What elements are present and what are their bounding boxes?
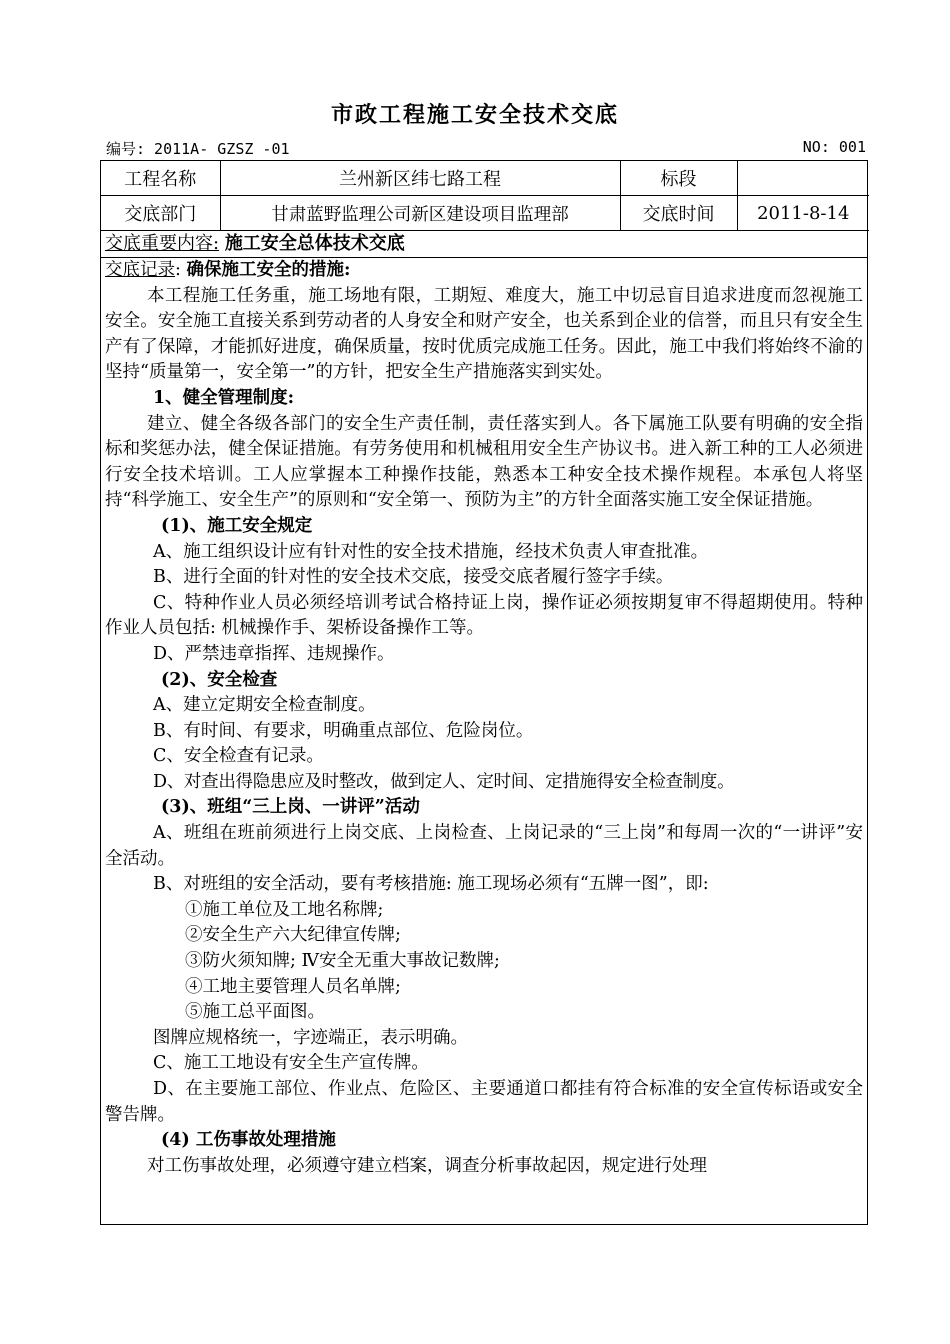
briefing-form bbox=[100, 160, 868, 1225]
list-item: A、建立定期安全检查制度。 bbox=[153, 695, 376, 716]
header-row-department bbox=[101, 196, 869, 231]
enum-item: ②安全生产六大纪律宣传牌; bbox=[185, 925, 401, 946]
section-label: 标段 bbox=[620, 161, 737, 196]
header-row-project bbox=[101, 161, 869, 196]
record-colon: : bbox=[175, 260, 181, 280]
project-name-value: 兰州新区纬七路工程 bbox=[220, 161, 620, 196]
briefing-date-label: 交底时间 bbox=[620, 196, 737, 231]
key-content-row bbox=[101, 231, 867, 258]
sign-note: 图牌应规格统一，字迹端正，表示明确。 bbox=[153, 1027, 468, 1048]
key-content-label: 交底重要内容: bbox=[105, 233, 220, 254]
subsection-4-heading: (4) 工伤事故处理措施 bbox=[161, 1130, 336, 1151]
department-value: 甘肃蓝野监理公司新区建设项目监理部 bbox=[220, 196, 620, 231]
list-item: D、对查出得隐患应及时整改，做到定人、定时间、定措施得安全检查制度。 bbox=[153, 771, 735, 792]
list-item: D、在主要施工部位、作业点、危险区、主要通道口都挂有符合标准的安全宣传标语或安全警告牌。 bbox=[105, 1079, 863, 1125]
record-label: 交底记录 bbox=[105, 260, 175, 280]
enum-item: ⑤施工总平面图。 bbox=[185, 1002, 325, 1023]
subsection-2-heading: (2)、安全检查 bbox=[161, 669, 278, 690]
subsection-3-heading: (3)、班组“三上岗、一讲评”活动 bbox=[161, 797, 420, 818]
list-item: A、班组在班前须进行上岗交底、上岗检查、上岗记录的“三上岗”和每周一次的“一讲评”安全活动。 bbox=[105, 823, 863, 869]
intro-paragraph: 本工程施工任务重，施工场地有限，工期短、难度大，施工中切忌盲目追求进度而忽视施工安全。安全施工直接关系到劳动者的人身安全和财产安全，也关系到企业的信誉，而且只有安全生产有了保障，才能抓好进度，确保质量，按时优质完成施工任务。因此，施工中我们将始终不渝的坚持“质量第一，安全第一”的方针，把安全生产措施落实到实处。 bbox=[105, 285, 863, 383]
list-item: C、施工工地设有安全生产宣传牌。 bbox=[153, 1053, 429, 1074]
document-title: 市政工程施工安全技术交底 bbox=[330, 102, 619, 128]
list-item: B、有时间、有要求，明确重点部位、危险岗位。 bbox=[153, 720, 534, 741]
section-1-text: 建立、健全各级各部门的安全生产责任制，责任落实到人。各下属施工队要有明确的安全指标和奖惩办法，健全保证措施。有劳务使用和机械租用安全生产协议书。进入新工种的工人必须进行安全技术培训。工人应掌握本工种操作技能，熟悉本工种安全技术操作规程。本承包人将坚持“科学施工、安全生产”的原则和“安全第一、预防为主”的方针全面落实施工安全保证措施。 bbox=[105, 413, 863, 511]
list-item: B、进行全面的针对性的安全技术交底，接受交底者履行签字手续。 bbox=[153, 567, 674, 588]
header-table bbox=[101, 161, 869, 231]
document-number: NO: 001 bbox=[802, 138, 866, 156]
subsection-1-heading: (1)、施工安全规定 bbox=[161, 515, 313, 536]
list-item: C、特种作业人员必须经培训考试合格持证上岗，操作证必须按期复审不得超期使用。特种作业人员包括: 机械操作手、架桥设备操作工等。 bbox=[105, 592, 863, 639]
briefing-date-value: 2011-8-14 bbox=[737, 196, 869, 231]
list-item: D、严禁违章指挥、违规操作。 bbox=[153, 643, 395, 664]
enum-item: ③防火须知牌; Ⅳ安全无重大事故记数牌; bbox=[185, 951, 500, 972]
department-label: 交底部门 bbox=[101, 196, 220, 231]
subsection-4-text: 对工伤事故处理，必须遵守建立档案，调查分析事故起因，规定进行处理 bbox=[147, 1155, 707, 1176]
list-item: B、对班组的安全活动，要有考核措施: 施工现场必须有“五牌一图”，即: bbox=[153, 874, 709, 895]
list-item: A、施工组织设计应有针对性的安全技术措施，经技术负责人审查批准。 bbox=[153, 541, 709, 562]
section-value bbox=[737, 161, 869, 196]
project-name-label: 工程名称 bbox=[101, 161, 220, 196]
section-1-heading: 1、健全管理制度: bbox=[153, 387, 295, 408]
document-code: 编号: 2011A- GZSZ -01 bbox=[106, 140, 290, 158]
enum-item: ④工地主要管理人员名单牌; bbox=[185, 976, 401, 997]
record-heading-line bbox=[105, 258, 863, 284]
record-body bbox=[101, 258, 867, 1179]
enum-item: ①施工单位及工地名称牌; bbox=[185, 899, 384, 920]
list-item: C、安全检查有记录。 bbox=[153, 746, 324, 767]
key-content-value: 施工安全总体技术交底 bbox=[224, 233, 405, 254]
record-heading: 确保施工安全的措施: bbox=[186, 260, 351, 280]
